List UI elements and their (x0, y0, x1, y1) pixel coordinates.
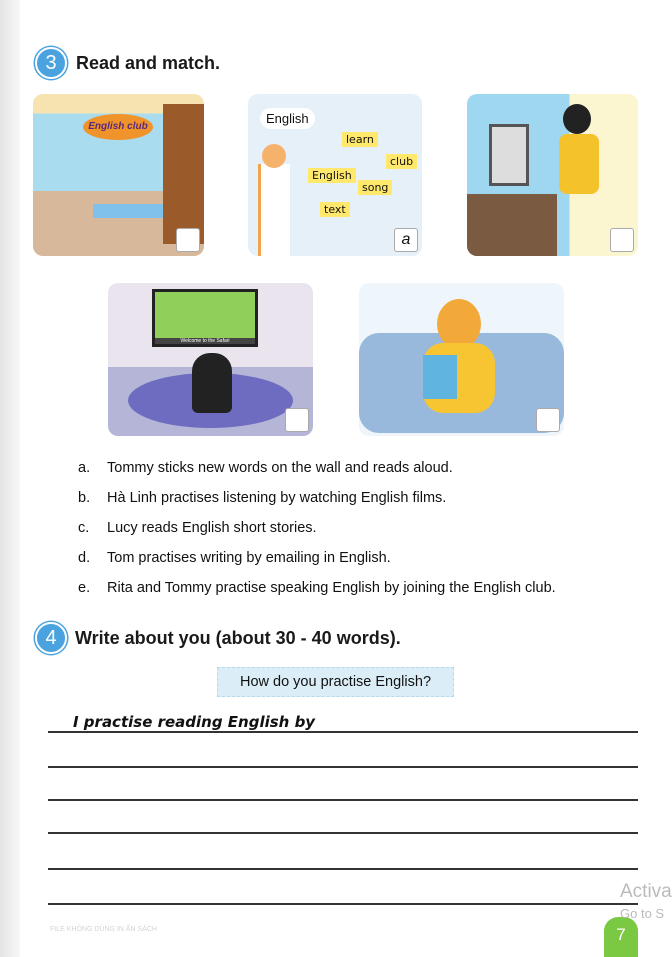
exercise-4-title: Write about you (about 30 - 40 words). (75, 628, 401, 648)
writing-line[interactable] (48, 903, 638, 905)
sentence-text: Hà Linh practises listening by watching English films. (107, 490, 447, 506)
picture-english-club (33, 94, 204, 256)
picture-girl-watching-tv (108, 283, 313, 436)
writing-line[interactable] (48, 868, 638, 870)
word-note: song (358, 180, 392, 195)
sentence-text: Lucy reads English short stories. (107, 520, 317, 536)
exercise-3-title: Read and match. (76, 53, 221, 73)
answer-start-text: I practise reading English by (73, 713, 316, 731)
answer-box[interactable]: a (394, 228, 418, 252)
page-edge (0, 0, 20, 957)
exercise-4-number: 4 (35, 622, 67, 654)
word-note: club (386, 154, 417, 169)
answer-box[interactable] (285, 408, 309, 432)
sentence-c (78, 520, 317, 536)
sentence-b (78, 490, 446, 506)
answer-box[interactable] (176, 228, 200, 252)
sentence-text: Tommy sticks new words on the wall and reads aloud. (107, 460, 453, 476)
sentence-d (78, 550, 391, 566)
club-sign: English club (83, 114, 153, 140)
activate-windows-title: Activa (620, 881, 672, 902)
word-note: text (320, 202, 350, 217)
word-note: English (308, 168, 356, 183)
picture-girl-reading (359, 283, 564, 436)
footer-watermark: FILE KHÔNG DÙNG IN ẤN SÁCH (50, 926, 157, 933)
picture-boy-computer (467, 94, 638, 256)
sentence-e (78, 580, 556, 596)
sentence-letter: c. (78, 520, 90, 536)
sentence-text: Tom practises writing by emailing in English. (107, 550, 391, 566)
writing-line[interactable] (48, 799, 638, 801)
answer-box[interactable] (610, 228, 634, 252)
writing-line[interactable] (48, 766, 638, 768)
question-box: How do you practise English? (217, 667, 454, 697)
sentence-text: Rita and Tommy practise speaking English by joining the English club. (107, 580, 556, 596)
speech-bubble: English (260, 108, 315, 129)
picture-words-on-wall (248, 94, 422, 256)
word-note: learn (342, 132, 378, 147)
writing-line[interactable] (48, 731, 638, 733)
sentence-letter: b. (78, 490, 91, 506)
activate-windows-subtitle: Go to S (620, 906, 665, 921)
writing-line[interactable] (48, 832, 638, 834)
sentence-letter: e. (78, 580, 91, 596)
answer-box[interactable] (536, 408, 560, 432)
tv-caption: Welcome to the Safari (155, 338, 255, 344)
sentence-letter: d. (78, 550, 91, 566)
exercise-3-number: 3 (35, 47, 67, 79)
sentence-letter: a. (78, 460, 91, 476)
page-number: 7 (604, 917, 638, 957)
sentence-a (78, 460, 453, 476)
